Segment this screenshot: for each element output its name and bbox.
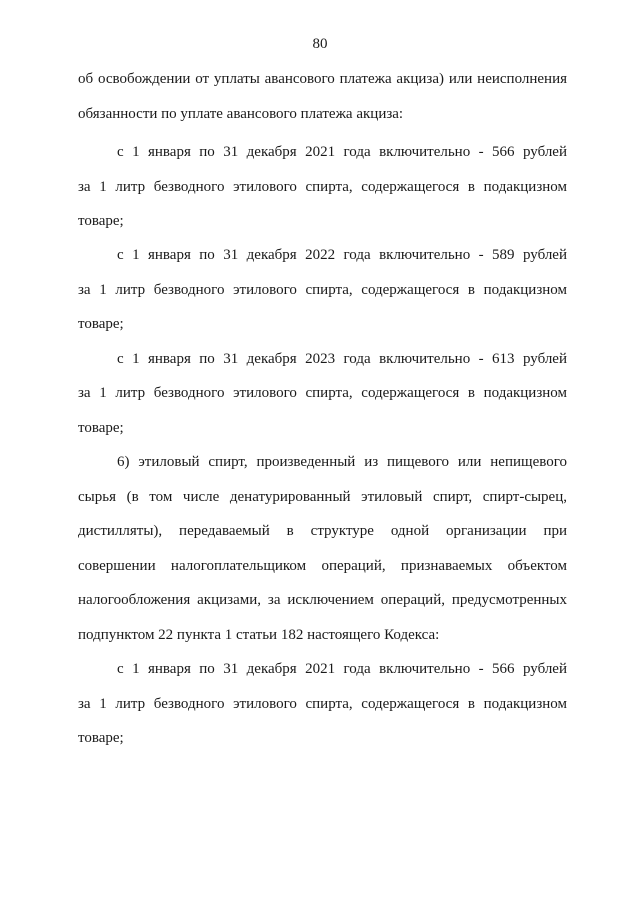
text-line: с 1 января по 31 декабря 2021 года включительно - 566 рублей [117,144,567,160]
text-line: товаре; [78,420,124,436]
text-line: подпунктом 22 пункта 1 статьи 182 настоящего Кодекса: [78,627,440,643]
text-line: с 1 января по 31 декабря 2021 года включительно - 566 рублей [117,661,567,677]
text-line: за 1 литр безводного этилового спирта, содержащегося в подакцизном [78,179,567,195]
text-line: товаре; [78,730,124,746]
text-line: обязанности по уплате авансового платежа акциза: [78,106,404,122]
text-line: совершении налогоплательщиком операций, признаваемых объектом [78,558,567,574]
text-line: за 1 литр безводного этилового спирта, содержащегося в подакцизном [78,385,567,401]
text-line: товаре; [78,316,124,332]
text-line: с 1 января по 31 декабря 2023 года включительно - 613 рублей [117,351,567,367]
text-line: за 1 литр безводного этилового спирта, содержащегося в подакцизном [78,282,567,298]
text-line: с 1 января по 31 декабря 2022 года включительно - 589 рублей [117,247,567,263]
text-line: налогообложения акцизами, за исключением операций, предусмотренных [78,592,567,608]
page-number: 80 [312,36,328,52]
text-line: товаре; [78,213,124,229]
text-line: об освобождении от уплаты авансового платежа акциза) или неисполнения [78,71,567,87]
text-line: 6) этиловый спирт, произведенный из пищевого или непищевого [117,454,567,470]
text-line: дистилляты), передаваемый в структуре одной организации при [78,523,567,539]
text-line: сырья (в том числе денатурированный этиловый спирт, спирт-сырец, [78,489,567,505]
text-line: за 1 литр безводного этилового спирта, содержащегося в подакцизном [78,696,567,712]
